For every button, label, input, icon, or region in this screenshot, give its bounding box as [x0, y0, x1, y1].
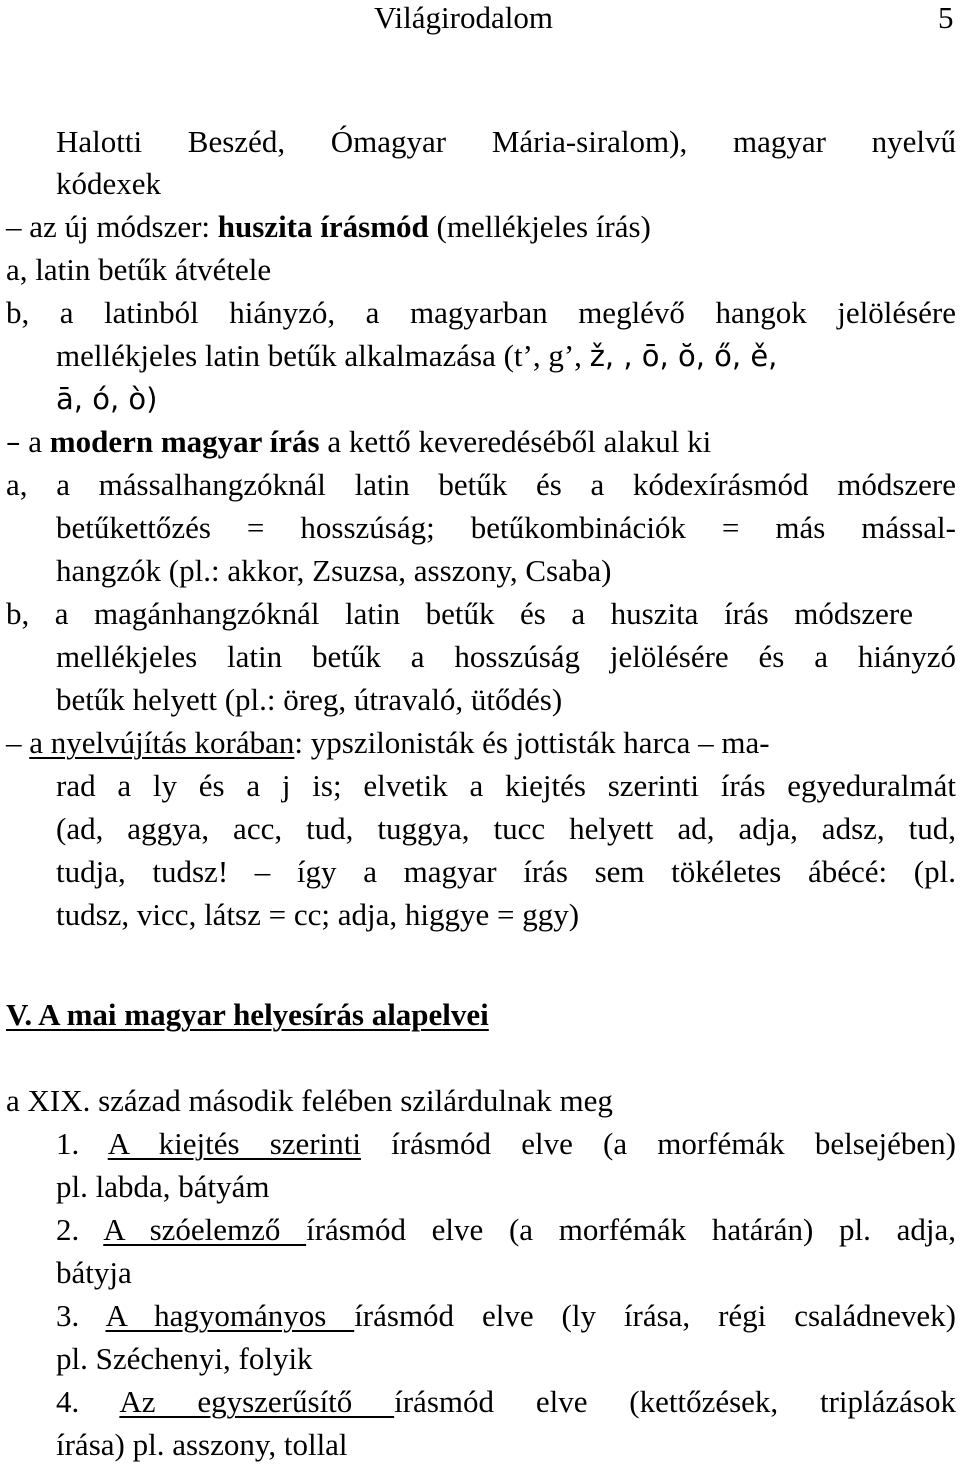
text-line: mellékjeles latin betűk alkalmazása (t’, g’, ž, , ō, ŏ, ő, ě,	[56, 338, 778, 373]
text-line: b, a magánhangzóknál latin betűk és a huszita írás módszere	[6, 596, 913, 631]
text-line: hangzók (pl.: akkor, Zsuzsa, asszony, Csaba)	[56, 553, 612, 588]
text-line: betűkettőzés = hosszúság; betűkombinációk = más mással-	[56, 510, 956, 545]
bold-term: huszita írásmód	[217, 209, 429, 244]
text-line: tudsz, vicc, látsz = cc; adja, higgye = ggy)	[56, 897, 580, 932]
dash: –	[6, 725, 22, 760]
text-line: – a modern magyar írás a kettő keveredéséből alakul ki	[6, 424, 712, 459]
list-item: 2. A szóelemző írásmód elve (a morfémák határán) pl. adja,	[56, 1212, 956, 1247]
text-line: – a nyelvújítás korában: ypszilonisták és jottisták harca – ma-	[6, 725, 770, 760]
list-item-cont: bátyja	[56, 1255, 132, 1290]
running-header-title: Világirodalom	[374, 0, 553, 35]
section-intro: a XIX. század második felében szilárdulnak meg	[6, 1083, 613, 1118]
underlined-term: A hagyományos	[105, 1298, 355, 1333]
text-line: kódexek	[56, 166, 162, 201]
underlined-term: A szóelemző	[103, 1212, 307, 1247]
underlined-term: A kiejtés szerinti	[107, 1126, 361, 1161]
text-line: a, latin betűk átvétele	[6, 252, 272, 287]
list-item-cont: pl. Széchenyi, folyik	[56, 1341, 313, 1376]
dash: –	[6, 425, 21, 459]
text-line: (ad, aggya, acc, tud, tuggya, tucc helyett ad, adja, adsz, tud,	[56, 811, 956, 846]
list-item: 1. A kiejtés szerinti írásmód elve (a morfémák belsejében)	[56, 1126, 956, 1161]
underlined-term: a nyelvújítás korában	[29, 725, 295, 760]
diacritic-letters: ž, , ō, ŏ, ő, ě,	[589, 339, 778, 373]
list-item: 3. A hagyományos írásmód elve (ly írása, régi családnevek)	[56, 1298, 956, 1333]
underlined-term: Az egyszerűsítő	[119, 1384, 395, 1419]
page-number: 5	[938, 0, 954, 35]
text-line: b, a latinból hiányzó, a magyarban meglévő hangok jelölésére	[6, 295, 956, 330]
list-item-cont: írása) pl. asszony, tollal	[56, 1427, 348, 1462]
text-line: rad a ly és a j is; elvetik a kiejtés szerinti írás egyeduralmát	[56, 768, 956, 803]
text-line: betűk helyett (pl.: öreg, útravaló, ütődés)	[56, 682, 563, 717]
text-line: mellékjeles latin betűk a hosszúság jelölésére és a hiányzó	[56, 639, 956, 674]
text-line: Halotti Beszéd, Ómagyar Mária-siralom), magyar nyelvű	[56, 124, 956, 159]
dash: –	[6, 209, 22, 244]
text-line: tudja, tudsz! – így a magyar írás sem tökéletes ábécé: (pl.	[56, 854, 956, 889]
text-line: a, a mássalhangzóknál latin betűk és a kódexírásmód módszere	[6, 467, 956, 502]
section-heading: V. A mai magyar helyesírás alapelvei	[6, 997, 489, 1032]
list-item: 4. Az egyszerűsítő írásmód elve (kettőzések, triplázások	[56, 1384, 956, 1419]
list-item-cont: pl. labda, bátyám	[56, 1169, 270, 1204]
text-line: – az új módszer: huszita írásmód (mellékjeles írás)	[6, 209, 651, 244]
diacritic-letters-cont: ā, ó, ò)	[56, 382, 158, 416]
bold-term: modern magyar írás	[49, 424, 320, 459]
